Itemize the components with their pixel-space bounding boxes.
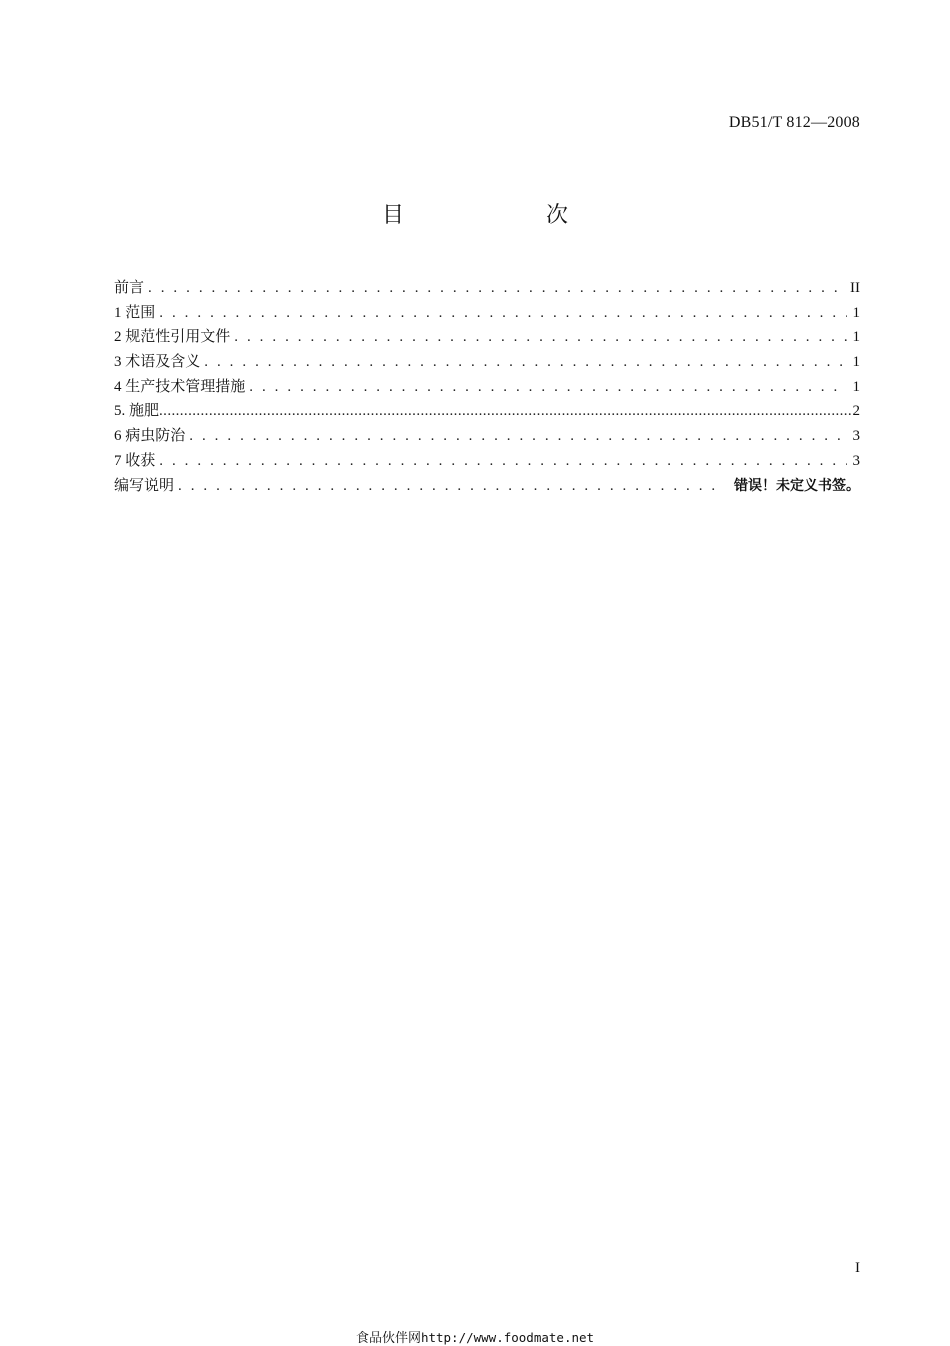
toc-entry-label: 1 范围	[114, 304, 156, 321]
toc-leader-dots	[189, 428, 846, 445]
toc-leader-dots	[249, 379, 846, 396]
toc-entry-page: 1	[852, 304, 860, 321]
toc-entry-foreword[interactable]	[114, 276, 860, 301]
toc-entry-label: 5. 施肥	[114, 403, 160, 420]
toc-entry-label: 4 生产技术管理措施	[114, 378, 246, 395]
table-of-contents	[114, 276, 860, 498]
toc-entry-label: 编写说明	[114, 477, 175, 494]
footer-site-url[interactable]: http://www.foodmate.net	[420, 1330, 595, 1345]
page-title: 目 次	[381, 203, 628, 228]
toc-leader-dots	[204, 354, 846, 371]
toc-entry-label: 6 病虫防治	[114, 428, 186, 445]
toc-entry-page: 1	[852, 378, 860, 395]
toc-leader-dots	[159, 453, 846, 470]
toc-leader-dots	[159, 305, 846, 322]
toc-entry-scope[interactable]	[114, 301, 860, 326]
toc-entry-label: 3 术语及含义	[114, 354, 201, 371]
toc-entry-drafting-notes[interactable]	[114, 474, 860, 499]
standard-code: DB51/T 812—2008	[728, 114, 860, 131]
toc-entry-page: 1	[852, 329, 860, 346]
toc-entry-page: 3	[852, 428, 860, 445]
toc-entry-page: 3	[852, 452, 860, 469]
toc-entry-harvest[interactable]	[114, 449, 860, 474]
toc-entry-page: 1	[852, 354, 860, 371]
toc-entry-page: 2	[852, 403, 860, 420]
footer-site-name: 食品伙伴网	[355, 1331, 421, 1346]
toc-entry-page: II	[850, 280, 860, 296]
toc-leader-dots	[159, 403, 851, 420]
toc-entry-normative-references[interactable]	[114, 325, 860, 350]
toc-entry-label: 2 规范性引用文件	[114, 329, 231, 346]
toc-entry-page-error: 错误！未定义书签。	[734, 477, 860, 494]
toc-leader-dots	[234, 329, 846, 346]
toc-entry-pest-control[interactable]	[114, 424, 860, 449]
toc-entry-terms[interactable]	[114, 350, 860, 375]
toc-leader-dots	[148, 280, 844, 297]
toc-entry-fertilization[interactable]	[114, 399, 860, 424]
toc-entry-production-measures[interactable]	[114, 375, 860, 400]
toc-entry-label: 7 收获	[114, 452, 156, 469]
toc-leader-dots	[178, 478, 724, 495]
footer	[0, 1327, 950, 1346]
toc-entry-label: 前言	[114, 280, 145, 296]
page-number: I	[855, 1260, 860, 1276]
